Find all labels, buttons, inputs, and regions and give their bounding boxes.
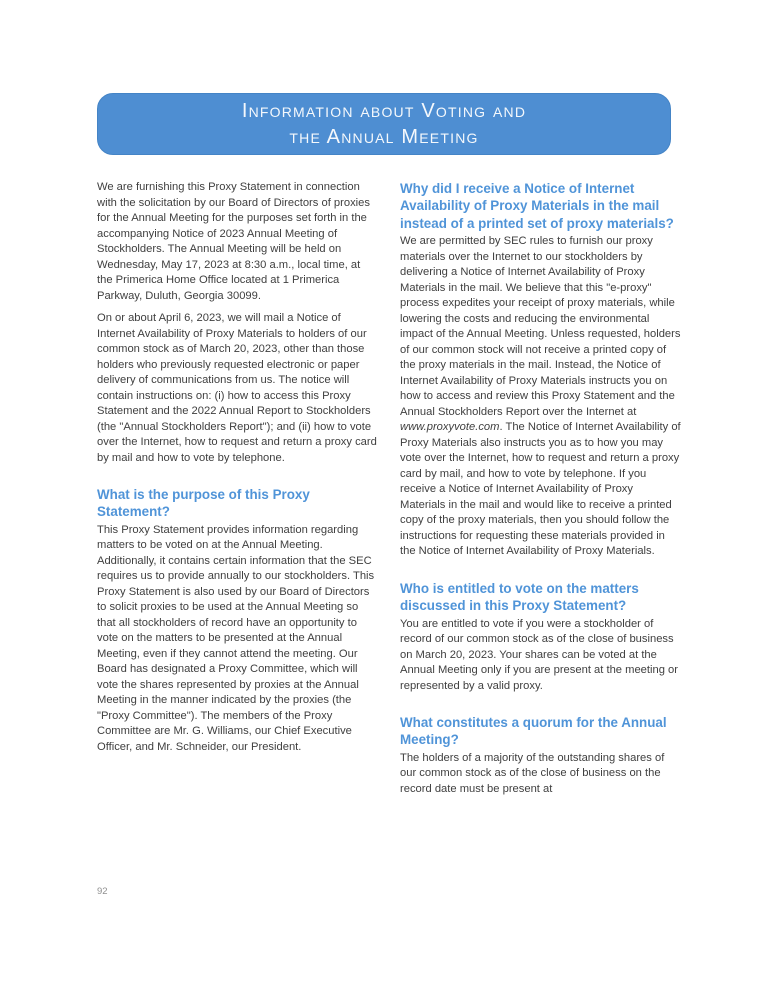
right-column xyxy=(400,180,681,804)
section-banner-title-line2: the Annual Meeting xyxy=(289,126,479,148)
heading-who-is-entitled-to-vote: Who is entitled to vote on the matters discussed in this Proxy Statement? xyxy=(400,580,639,614)
purpose-paragraph: This Proxy Statement provides information regarding matters to be voted on at the Annual Meeting. Additionally, it contains certain information that the SEC requires us to provide annually to our stockholders. This Proxy Statement is also used by our Board of Directors to solicit proxies to be used at the Annual Meeting so that all stockholders of record have an opportunity to vote on the matters to be presented at the Annual Meeting, even if they cannot attend the meeting. Our Board has designated a Proxy Committee, which will vote the shares represented by proxies at the Annual Meeting in the manner indicated by the proxies (the "Proxy Committee"). The members of the Proxy Committee are Mr. G. Williams, our Chief Executive Officer, and Mr. Schneider, our President. xyxy=(97,523,375,753)
e-proxy-text-before: We are permitted by SEC rules to furnish our proxy materials over the Internet to our stockholders by delivering a Notice of Internet Availability of Proxy Materials in the mail. We believe that this "e-proxy" process expedites your receipt of proxy materials, while lowering the costs and reducing the environmental impact of the Annual Meeting. Unless requested, holders of our common stock will not receive a printed copy of the proxy materials in the mail. Instead, the Notice of Internet Availability of Proxy Materials instructs you on how to access and review this Proxy Statement and the Annual Stockholders Report over the Internet at xyxy=(400,235,681,418)
notice-mailing-paragraph: On or about April 6, 2023, we will mail a Notice of Internet Availability of Proxy Materials to holders of our common stock as of March 20, 2023, other than those holders who previously requested electronic or paper delivery of communications from us. The notice will contain instructions on: (i) how to access this Proxy Statement and the 2022 Annual Report to Stockholders (the "Annual Stockholders Report"); and (ii) how to vote over the Internet, how to request and return a proxy card by mail and how to vote by telephone. xyxy=(97,312,377,464)
intro-paragraph: We are furnishing this Proxy Statement in connection with the solicitation by our Board of Directors of proxies for the Annual Meeting for the purposes set forth in the accompanying Notice of 2023 Annual Meeting of Stockholders. The Annual Meeting will be held on Wednesday, May 17, 2023 at 8:30 a.m., local time, at the Primerica Home Office located at 1 Primerica Parkway, Duluth, Georgia 30099. xyxy=(97,181,370,302)
page-number: 92 xyxy=(97,886,108,897)
e-proxy-text-after: . The Notice of Internet Availability of Proxy Materials also instructs you as to how you may vote over the Internet, how to request and return a proxy card by mail, and how to vote by telephone. If you receive a Notice of Internet Availability of Proxy Materials in the mail and would like to receive a printed copy of the proxy materials, then you should follow the instructions for requesting these materials provided in the Notice of Internet Availability of Proxy Materials. xyxy=(400,421,681,558)
section-banner xyxy=(97,93,671,155)
proxyvote-url-text: www.proxyvote.com xyxy=(400,421,500,434)
entitled-to-vote-paragraph: You are entitled to vote if you were a stockholder of record of our common stock as of the close of business on March 20, 2023. Your shares can be voted at the Annual Meeting only if you are present at the meeting or represented by a valid proxy. xyxy=(400,617,678,692)
quorum-paragraph: The holders of a majority of the outstanding shares of our common stock as of the close of business on the record date must be present at xyxy=(400,751,665,795)
section-banner-title-line1: Information about Voting and xyxy=(241,100,527,122)
heading-why-notice-of-internet-availability: Why did I receive a Notice of Internet Availability of Proxy Materials in the mail instead of a printed set of proxy materials? xyxy=(400,181,674,231)
heading-quorum: What constitutes a quorum for the Annual Meeting? xyxy=(400,715,667,748)
e-proxy-paragraph xyxy=(400,234,681,560)
heading-purpose-of-proxy-statement: What is the purpose of this Proxy Statement? xyxy=(97,487,310,520)
left-column xyxy=(97,180,378,762)
